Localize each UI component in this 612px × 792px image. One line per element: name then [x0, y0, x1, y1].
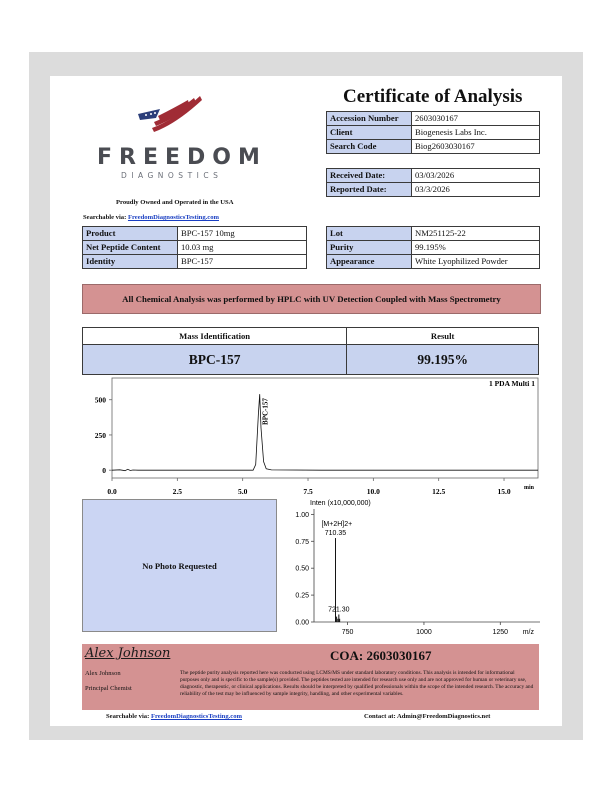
hplc-title: 1 PDA Multi 1 [488, 379, 535, 388]
hplc-x-tick-label: 15.0 [497, 487, 511, 496]
purity-value: 99.195% [412, 241, 540, 255]
hplc-x-tick-label: 10.0 [366, 487, 380, 496]
contact-email[interactable]: Contact at: Admin@FreedomDiagnostics.net [364, 713, 491, 720]
client-value: Biogenesis Labs Inc. [412, 126, 540, 140]
tagline: Proudly Owned and Operated in the USA [116, 199, 234, 206]
net-peptide-label: Net Peptide Content [83, 241, 178, 255]
hplc-chromatogram [82, 376, 542, 498]
footer-search-label: Searchable via: [106, 713, 150, 720]
coa-number: COA: 2603030167 [330, 648, 432, 663]
ms-y-tick-label: 0.75 [295, 538, 309, 546]
disclaimer: The peptide purity analysis reported here was conducted using LCMS/MS under standard laboratory conditions. This analysis is intended for informational purposes only and is specific to the sample(s) provided. The peptides tested are intended for research use only and are not approved for human or veterinary use, diagnostic, therapeutic, or clinical applications. Results should be interpreted by qualified professionals within the scope of the intended research. The accuracy and reliability of the test may be influenced by sample integrity, handling, and other experimental variables. [180, 670, 534, 697]
ms-x-tick-label: 1000 [416, 629, 432, 636]
received-label: Received Date: [327, 169, 412, 183]
product-value: BPC-157 10mg [178, 227, 307, 241]
received-value: 03/03/2026 [412, 169, 540, 183]
ms-ion-label: [M+2H]2+ [321, 521, 353, 529]
hplc-plot-area [112, 378, 538, 478]
flag-logo-icon [132, 94, 204, 136]
accession-table [326, 111, 540, 154]
ms-x-tick-label: 750 [341, 629, 354, 636]
ms-y-tick-label: 0.25 [295, 592, 309, 600]
signer-role: Principal Chemist [85, 685, 132, 692]
photo-placeholder: No Photo Requested [82, 499, 277, 632]
lot-table [326, 226, 540, 269]
search-code-label: Search Code [327, 140, 412, 154]
net-peptide-value: 10.03 mg [178, 241, 307, 255]
hplc-x-tick-label: 0.0 [107, 487, 117, 496]
dates-table [326, 168, 540, 197]
mass-id-value: BPC-157 [83, 345, 347, 375]
identity-label: Identity [83, 255, 178, 269]
logo-subtitle: DIAGNOSTICS [121, 171, 223, 180]
appearance-label: Appearance [327, 255, 412, 269]
search-code-value: Biog2603030167 [412, 140, 540, 154]
signer-name: Alex Johnson [85, 670, 121, 677]
searchable-label: Searchable via: [83, 214, 127, 221]
reported-value: 03/3/2026 [412, 183, 540, 197]
hplc-y-tick-label: 500 [94, 395, 106, 405]
hplc-y-tick-label: 0 [102, 466, 106, 476]
ms-peak-label: 721.30 [328, 606, 350, 614]
ms-y-tick-label: 0.50 [295, 565, 309, 573]
result-value: 99.195% [347, 345, 539, 375]
hplc-y-tick-label: 250 [94, 430, 106, 440]
product-table [82, 226, 307, 269]
client-label: Client [327, 126, 412, 140]
hplc-x-tick-label: 2.5 [172, 487, 183, 496]
hplc-x-label: min [523, 485, 534, 491]
signature: Alex Johnson [85, 646, 171, 661]
footer-search-link[interactable]: FreedomDiagnosticsTesting.com [150, 713, 242, 720]
mass-id-header: Mass Identification [83, 328, 347, 345]
searchable-link[interactable]: FreedomDiagnosticsTesting.com [127, 214, 219, 221]
mass-table [82, 327, 539, 375]
ms-peak-label: 710.35 [324, 530, 347, 538]
footer-search-line [106, 713, 242, 720]
result-header: Result [347, 328, 539, 345]
ms-x-label: m/z [522, 629, 534, 636]
accession-label: Accession Number [327, 112, 412, 126]
hplc-x-tick-label: 5.0 [237, 487, 248, 496]
ms-y-tick-label: 0.00 [295, 619, 309, 627]
product-label: Product [83, 227, 178, 241]
lot-label: Lot [327, 227, 412, 241]
reported-label: Reported Date: [327, 183, 412, 197]
hplc-peak-label: BPC-157 [261, 398, 270, 425]
page-title: Certificate of Analysis [343, 86, 523, 107]
appearance-value: White Lyophilized Powder [412, 255, 540, 269]
logo-wordmark: FREEDOM [97, 145, 267, 170]
identity-value: BPC-157 [178, 255, 307, 269]
searchable-line [83, 214, 219, 221]
purity-label: Purity [327, 241, 412, 255]
ms-x-tick-label: 1250 [492, 629, 509, 636]
accession-value: 2603030167 [412, 112, 540, 126]
method-banner: All Chemical Analysis was performed by HPLC with UV Detection Coupled with Mass Spectrometry [82, 284, 541, 314]
hplc-x-tick-label: 12.5 [432, 487, 446, 496]
hplc-x-tick-label: 7.5 [303, 487, 313, 496]
mass-spectrum [282, 497, 544, 637]
lot-value: NM251125-22 [412, 227, 540, 241]
ms-y-title: Inten (x10,000,000) [310, 500, 371, 507]
ms-y-tick-label: 1.00 [295, 511, 309, 519]
